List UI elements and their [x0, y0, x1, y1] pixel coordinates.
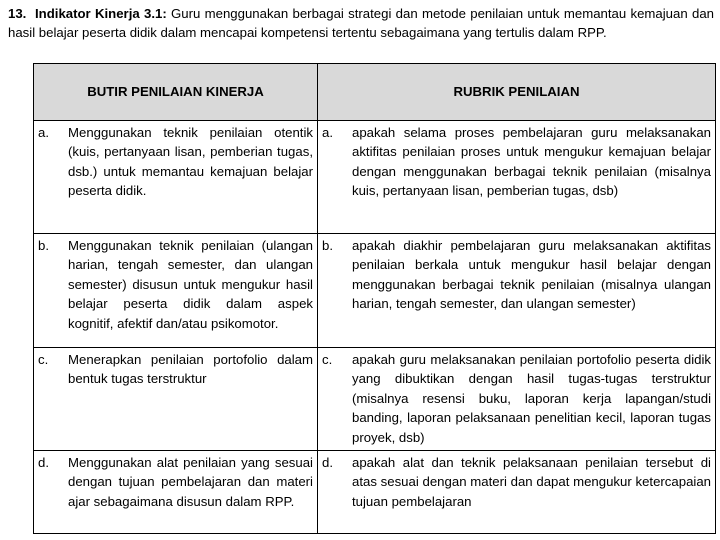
rubrik-text: apakah guru melaksanakan penilaian portofolio peserta didik yang dibuktikan dengan hasil tugas-tugas terstruktur (misalnya resensi buku, laporan kerja lapangan/studi banding, laporan pelaksanaan penelitian kecil, laporan tugas proyek, dsb) — [352, 352, 711, 445]
table-cell-right — [318, 234, 716, 348]
table-header-row — [34, 64, 716, 121]
table-row — [34, 451, 716, 534]
table-cell-left — [34, 234, 318, 348]
butir-text: Menggunakan teknik penilaian otentik (kuis, pertanyaan lisan, pemberian tugas, dsb.) untuk memantau kemajuan belajar peserta didik. — [68, 125, 313, 199]
row-letter: c. — [322, 352, 333, 367]
butir-text: Menggunakan teknik penilaian (ulangan harian, tengah semester, dan ulangan semester) disusun untuk mengukur hasil belajar peserta didik dalam aspek kognitif, afektif dan/atau psikomotor. — [68, 238, 313, 331]
header-rubrik-penilaian: RUBRIK PENILAIAN — [318, 64, 716, 121]
table-cell-left — [34, 451, 318, 534]
row-letter: a. — [322, 125, 333, 140]
table-row — [34, 348, 716, 451]
rubrik-text: apakah diakhir pembelajaran guru melaksanakan aktifitas penilaian berkala untuk mengukur hasil belajar dengan menggunakan berbagai teknik penilaian (misalnya ulangan harian, tengah semester, dan ulangan semester) — [352, 238, 711, 312]
row-letter: d. — [38, 455, 49, 471]
indicator-heading — [8, 4, 714, 43]
indicator-lead: Indikator Kinerja 3.1: — [35, 6, 167, 21]
table-row — [34, 234, 716, 348]
table-cell-left — [34, 121, 318, 234]
row-letter: a. — [38, 125, 49, 140]
table-cell-right — [318, 121, 716, 234]
header-butir-penilaian: BUTIR PENILAIAN KINERJA — [34, 64, 318, 121]
butir-text: Menerapkan penilaian portofolio dalam bentuk tugas terstruktur — [68, 352, 313, 387]
row-letter: c. — [38, 352, 49, 367]
rubric-table — [33, 63, 716, 534]
item-number: 13. — [8, 6, 27, 21]
table-cell-right — [318, 451, 716, 534]
row-letter: b. — [38, 238, 49, 253]
row-letter: b. — [322, 238, 333, 253]
butir-text: Menggunakan alat penilaian yang sesuai dengan tujuan pembelajaran dan materi ajar sebagaimana disusun dalam RPP. — [68, 455, 313, 509]
table-cell-left — [34, 348, 318, 451]
rubrik-text: apakah selama proses pembelajaran guru melaksanakan aktifitas penilaian proses untuk mengukur kemajuan belajar dengan menggunakan berbagai teknik penilaian (misalnya kuis, pertanyaan lisan, pemberian tugas, dsb) — [352, 125, 711, 199]
row-letter: d. — [322, 455, 333, 471]
table-row — [34, 121, 716, 234]
indicator-text: Guru menggunakan berbagai strategi dan metode penilaian untuk memantau kemajuan dan hasil belajar peserta didik dalam mencapai kompetensi tertentu sebagaimana yang tertulis dalam RPP. — [8, 6, 714, 41]
rubrik-text: apakah alat dan teknik pelaksanaan penilaian tersebut di atas sesuai dengan materi dan dapat mengukur ketercapaian tujuan pembelajaran — [352, 455, 711, 509]
table-cell-right — [318, 348, 716, 451]
